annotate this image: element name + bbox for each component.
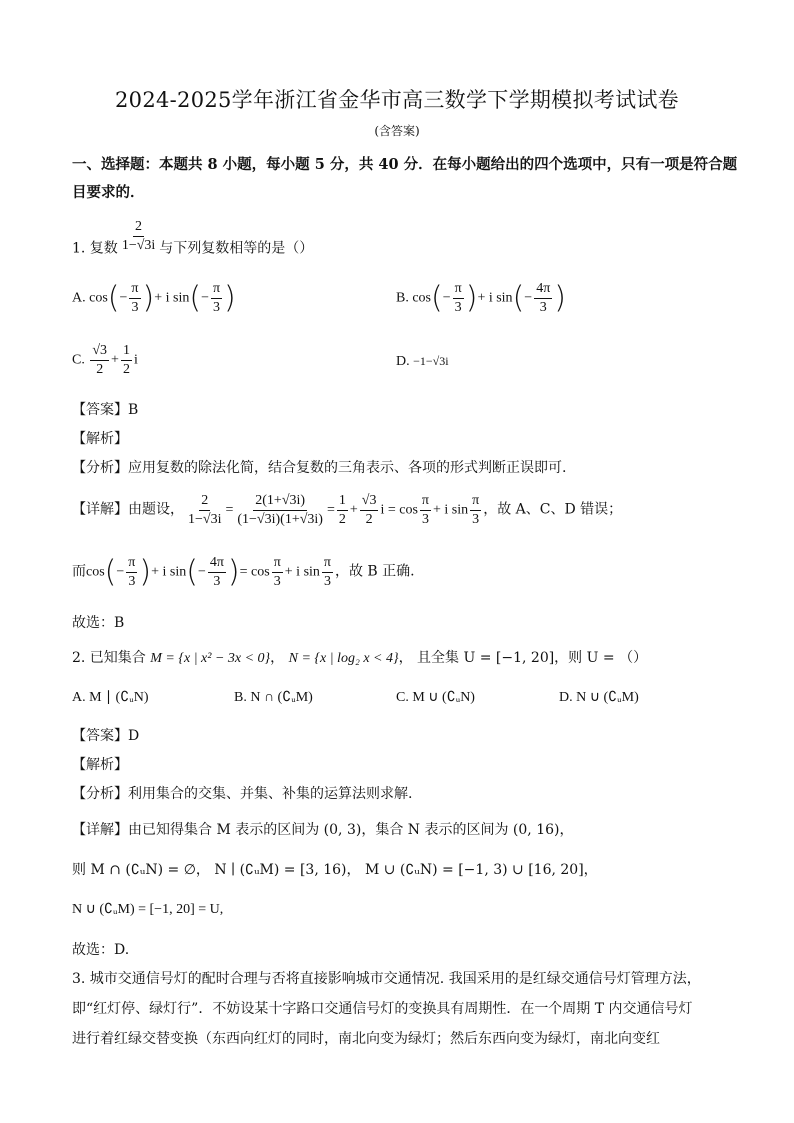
q1-option-b: B. cos(− $\frac{\pi}{3}$ )+ i sin(− $\frac{4\pi}{3}$ )	[396, 280, 566, 316]
q3-line1: 3. 城市交通信号灯的配时合理与否将直接影响城市交通情况. 我国采用的是红绿交通信号灯管理方法，	[72, 971, 701, 987]
frac-den: 3	[131, 300, 139, 315]
q1-stem	[72, 218, 313, 258]
q1-frac-num: 2	[133, 218, 144, 237]
q1-option-c-plus: +	[111, 352, 119, 368]
q2-option-a: A. M ∣ (∁ᵤN)	[72, 690, 149, 705]
q1-suffix: 与下列复数相等的是（）	[159, 240, 314, 257]
paren-right: )	[465, 280, 478, 316]
q2-stem-a: 2. 已知集合	[72, 650, 146, 666]
q1-option-b-label: B.	[396, 290, 409, 306]
q1-option-c-label: C.	[72, 352, 85, 368]
frac-num: 1	[121, 342, 132, 361]
q1-option-a: A. cos(− $\frac{\pi}{3}$ )+ i sin(− $\frac{\pi}{3}$ )	[72, 280, 236, 316]
q2-stem-m: M = {x | x² − 3x < 0}	[150, 651, 271, 666]
q2-analysis: 【分析】利用集合的交集、并集、补集的运算法则求解.	[72, 786, 413, 802]
detail-frac-e: $\frac{\pi}{3}$	[421, 493, 429, 527]
q1-option-a-frac2	[211, 280, 222, 317]
paren-right: )	[142, 280, 155, 316]
q2-option-b: B. N ∩ (∁ᵤM)	[234, 690, 313, 705]
q2-stem: 2. 已知集合 M = {x | x² − 3x < 0}， N = {x | log₂ x < 4}， 且全集 U = [−1, 20]，则 U = （）	[72, 650, 648, 666]
q1-prefix: 1. 复数	[72, 240, 118, 257]
q1-detail-mid: 故 A、C、D 错误；	[497, 501, 623, 518]
frac-num: √3	[90, 342, 109, 361]
q1-option-c	[72, 342, 138, 379]
q1-frac-den: 1−√3i	[121, 238, 156, 253]
q1-option-a-isin: + i sin	[154, 290, 190, 306]
paren-left: (	[189, 280, 202, 316]
frac-den: 3	[213, 300, 220, 315]
q1-option-a-frac1	[129, 280, 140, 317]
detail-frac-a: $\frac{2}{1-√3i}$	[188, 493, 222, 527]
q2-detail-line2: 则 M ∩ (∁ᵤN) = ∅， N ∣ (∁ᵤM) = [3, 16)， M ∪ (∁ᵤN) = [−1, 3) ∪ [16, 20]，	[72, 862, 598, 878]
paren-left: (	[431, 280, 443, 316]
section-heading-line1: 一、选择题：本题共 8 小题，每小题 5 分，共 40 分．在每小题给出的四个选项中，只有一项是符合题	[72, 156, 738, 173]
q2-stem-u: 且全集 U = [−1, 20]，则 U = （）	[417, 650, 648, 666]
q2-stem-n: N = {x | log₂ x < 4}	[288, 651, 399, 666]
q2-detail-line3: N ∪ (∁ᵤM) = [−1, 20] = U,	[72, 902, 224, 917]
q3-line2: 即“红灯停、绿灯行”．不妨设某十字路口交通信号灯的变换具有周期性．在一个周期 T 内交通信号灯	[72, 1001, 693, 1017]
q3-line3: 进行着红绿交替变换（东西向红灯的同时，南北向变为绿灯；然后东西向变为绿灯，南北向变红	[72, 1031, 660, 1047]
q1-option-a-label: A.	[72, 290, 86, 306]
q1-choose: 故选：B	[72, 615, 125, 631]
frac-num: 4π	[534, 280, 552, 299]
q1-option-b-cos: cos	[412, 290, 432, 306]
q2-answer: 【答案】D	[72, 728, 140, 744]
q2-choose: 故选：D.	[72, 942, 130, 958]
frac-num: π	[129, 280, 140, 299]
q2-option-d: D. N ∪ (∁ᵤM)	[559, 690, 639, 705]
q1-option-c-frac2	[121, 342, 132, 379]
q1-option-c-frac1	[90, 342, 109, 379]
q1-option-d	[396, 354, 449, 370]
q1-detail-line2: 而cos(− $\frac{\pi}{3}$ )+ i sin(− $\frac{4\pi}{3}$ )= cos $\frac{\pi}{3}$ + i sin $\frac{\pi}{3}$ ，故 B 正确.	[72, 554, 415, 590]
q1-analysis: 【分析】应用复数的除法化简，结合复数的三角表示、各项的形式判断正误即可.	[72, 460, 567, 476]
q1-option-a-cos: cos	[89, 290, 108, 306]
q1-option-b-frac1	[453, 280, 464, 317]
section-heading-line2: 目要求的．	[72, 184, 145, 201]
frac-den: 3	[539, 300, 547, 315]
q1-detail2-head: 而	[72, 563, 86, 580]
paren-left: (	[512, 280, 525, 316]
paren-right: )	[554, 280, 566, 316]
q1-fraction	[120, 218, 157, 255]
q1-detail2-tail: ，故 B 正确.	[334, 563, 415, 580]
q1-analysis-head: 【解析】	[72, 431, 128, 447]
q1-detail-head: 【详解】由题设，	[72, 501, 184, 518]
frac-den: 2	[96, 362, 104, 377]
paren-right: )	[224, 280, 236, 316]
q2-option-c: C. M ∪ (∁ᵤN)	[396, 690, 475, 705]
q2-detail-line1: 【详解】由已知得集合 M 表示的区间为 (0, 3)，集合 N 表示的区间为 (0, 16)，	[72, 822, 574, 838]
q2-analysis-head: 【解析】	[72, 757, 128, 773]
frac-num: π	[211, 280, 222, 299]
detail-frac-d: $\frac{√3}{2}$	[361, 493, 377, 527]
q1-answer: 【答案】B	[72, 402, 139, 418]
paren-left: (	[107, 280, 120, 316]
frac-num: π	[453, 280, 464, 299]
q1-option-c-tail: i	[133, 352, 138, 368]
q1-option-b-isin: + i sin	[477, 290, 513, 306]
q1-detail-line1: 【详解】由题设， $\frac{2}{1-√3i}$ = $\frac{2(1+√3i)}{(1-√3i)(1+√3i)}$ = $\frac{1}{2}$ + $\frac{√3}{2}$ i = cos $\frac{\pi}{3}$ + i sin $\frac{\pi}{3}$ ，故 A、C、D 错误；	[72, 493, 623, 527]
detail-frac-f: $\frac{\pi}{3}$	[472, 493, 480, 527]
frac-den: 3	[454, 300, 462, 315]
q1-option-d-label: D.	[396, 354, 410, 369]
detail-frac-b: $\frac{2(1+√3i)}{(1-√3i)(1+√3i)}$	[237, 493, 323, 527]
frac-den: 2	[122, 362, 130, 377]
page-subtitle: (含答案)	[374, 124, 420, 138]
detail-frac-c: $\frac{1}{2}$	[338, 493, 346, 527]
q1-option-b-frac2	[534, 280, 552, 317]
q1-option-d-expr: −1−√3i	[413, 354, 449, 368]
page-title: 2024-2025学年浙江省金华市高三数学下学期模拟考试试卷	[115, 88, 679, 112]
